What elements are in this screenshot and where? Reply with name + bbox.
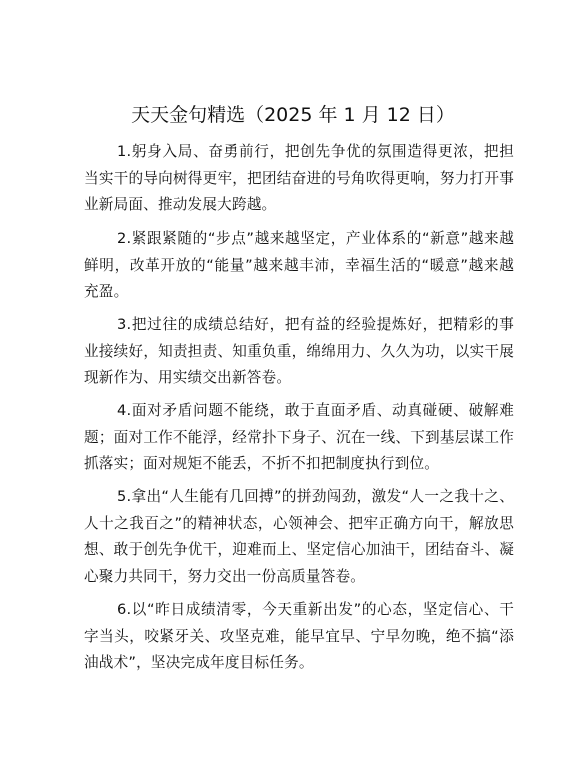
paragraph-2: 2.紧跟紧随的“步点”越来越坚定，产业体系的“新意”越来越鲜明，改革开放的“能量”越来越丰沛，幸福生活的“暖意”越来越充盈。: [84, 230, 514, 300]
paragraph-5: 5.拿出“人生能有几回搏”的拼劲闯劲，激发“人一之我十之、人十之我百之”的精神状态，心领神会、把牢正确方向干，解放思想、敢于创先争优干，迎难而上、坚定信心加油干，团结奋斗、凝心聚力共同干，努力交出一份高质量答卷。: [84, 488, 514, 585]
page-title: 天天金句精选（2025 年 1 月 12 日）: [131, 104, 455, 126]
paragraph-1: 1.躬身入局、奋勇前行，把创先争优的氛围造得更浓，把担当实干的导向树得更牢，把团结奋进的号角吹得更响，努力打开事业新局面、推动发展大跨越。: [84, 143, 514, 213]
paragraph-3: 3.把过往的成绩总结好，把有益的经验提炼好，把精彩的事业接续好，知责担责、知重负重，绵绵用力、久久为功，以实干展现新作为、用实绩交出新答卷。: [84, 316, 514, 386]
paragraph-6: 6.以“昨日成绩清零，今天重新出发”的心态，坚定信心、干字当头，咬紧牙关、攻坚克难，能早宜早、宁早勿晚，绝不搞“添油战术”，坚决完成年度目标任务。: [84, 601, 514, 671]
paragraph-4: 4.面对矛盾问题不能绕，敢于直面矛盾、动真碰硬、破解难题；面对工作不能浮，经常扑下身子、沉在一线、下到基层谋工作抓落实；面对规矩不能丢，不折不扣把制度执行到位。: [84, 402, 514, 472]
